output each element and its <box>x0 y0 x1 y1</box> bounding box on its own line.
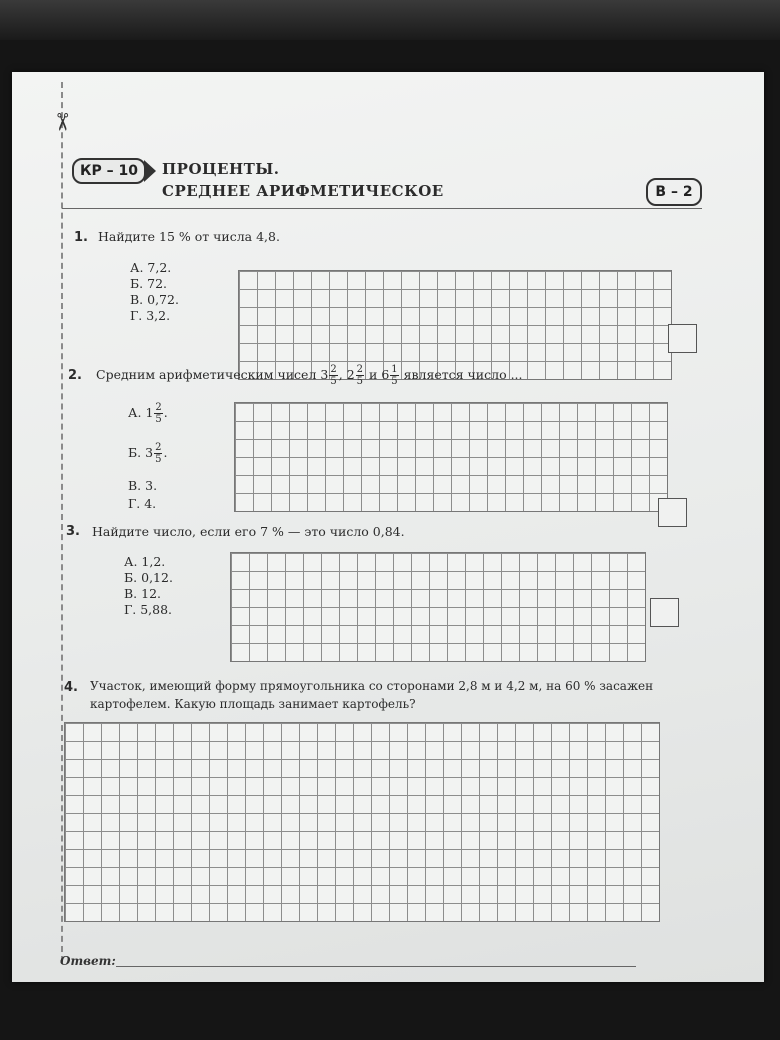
question-2-answer-box[interactable] <box>658 498 687 527</box>
question-3-option-c: В. 12. <box>124 586 162 601</box>
question-2-number: 2. <box>68 368 82 383</box>
page-title-line1: ПРОЦЕНТЫ. <box>162 160 280 178</box>
scissors-icon: ✂ <box>48 111 77 133</box>
mixed-number-whole: 1 <box>145 405 154 420</box>
answer-label: Ответ: <box>60 954 116 968</box>
mixed-number-fraction <box>390 364 398 387</box>
question-2-text-suffix: является число ... <box>403 367 523 382</box>
question-2-text <box>96 364 523 387</box>
fraction-denominator: 5 <box>330 376 337 387</box>
mixed-number-fraction <box>154 402 162 425</box>
question-3-option-b: Б. 0,12. <box>124 570 173 585</box>
question-2-option-d: Г. 4. <box>128 496 157 511</box>
question-1-answer-box[interactable] <box>668 324 697 353</box>
option-label: Б. <box>128 445 142 460</box>
question-3-text: Найдите число, если его 7 % — это число 0,84. <box>92 524 405 539</box>
fraction-numerator: 2 <box>155 402 162 413</box>
question-4-work-grid[interactable] <box>64 722 660 922</box>
question-4-number: 4. <box>64 680 78 695</box>
mixed-number-whole: 2 <box>346 367 355 382</box>
page-title-line2: СРЕДНЕЕ АРИФМЕТИЧЕСКОЕ <box>162 182 444 200</box>
test-number-badge: КР – 10 <box>72 158 146 184</box>
fraction-denominator: 5 <box>155 454 162 465</box>
background-top-strip <box>0 0 780 40</box>
mixed-number-fraction <box>356 364 364 387</box>
fraction-denominator: 5 <box>356 376 364 387</box>
question-3-work-grid[interactable] <box>230 552 646 662</box>
header-divider <box>62 208 702 209</box>
fraction-numerator: 2 <box>356 364 364 375</box>
option-end: . <box>163 445 168 460</box>
mixed-number-fraction <box>329 364 337 387</box>
mixed-number-whole: 3 <box>320 367 329 382</box>
cut-line <box>61 82 63 962</box>
question-2-option-c: В. 3. <box>128 478 158 493</box>
mixed-number-separator: и <box>365 367 378 382</box>
question-3-option-a: А. 1,2. <box>124 554 166 569</box>
question-1-option-a: А. 7,2. <box>130 260 172 275</box>
question-2-option-b <box>128 442 167 465</box>
option-label: А. <box>128 405 142 420</box>
fraction-denominator: 5 <box>155 414 162 425</box>
answer-line[interactable] <box>116 966 636 967</box>
question-4-text-line2: картофелем. Какую площадь занимает картофель? <box>90 697 416 711</box>
option-end: . <box>163 405 168 420</box>
question-3-number: 3. <box>66 524 80 539</box>
variant-badge: В – 2 <box>646 178 702 206</box>
question-3-option-d: Г. 5,88. <box>124 602 173 617</box>
mixed-number-whole: 3 <box>145 445 154 460</box>
fraction-denominator: 5 <box>391 376 398 387</box>
badge-arrow-icon <box>144 160 156 182</box>
question-1-option-c: В. 0,72. <box>130 292 179 307</box>
question-4-text-line1: Участок, имеющий форму прямоугольника со сторонами 2,8 м и 4,2 м, на 60 % засажен <box>90 679 654 693</box>
fraction-numerator: 1 <box>391 364 398 375</box>
fraction-numerator: 2 <box>155 442 162 453</box>
mixed-number-fraction <box>154 442 162 465</box>
question-1-number: 1. <box>74 230 88 245</box>
mixed-number-separator: , <box>338 367 343 382</box>
question-2-text-prefix: Средним арифметическим чисел <box>96 367 317 382</box>
worksheet-page <box>12 72 764 982</box>
question-3-answer-box[interactable] <box>650 598 679 627</box>
fraction-numerator: 2 <box>330 364 337 375</box>
question-1-option-b: Б. 72. <box>130 276 168 291</box>
question-1-text: Найдите 15 % от числа 4,8. <box>98 229 280 244</box>
question-1-option-d: Г. 3,2. <box>130 308 171 323</box>
mixed-number-whole: 6 <box>381 367 390 382</box>
question-2-option-a <box>128 402 168 425</box>
question-2-work-grid[interactable] <box>234 402 668 512</box>
